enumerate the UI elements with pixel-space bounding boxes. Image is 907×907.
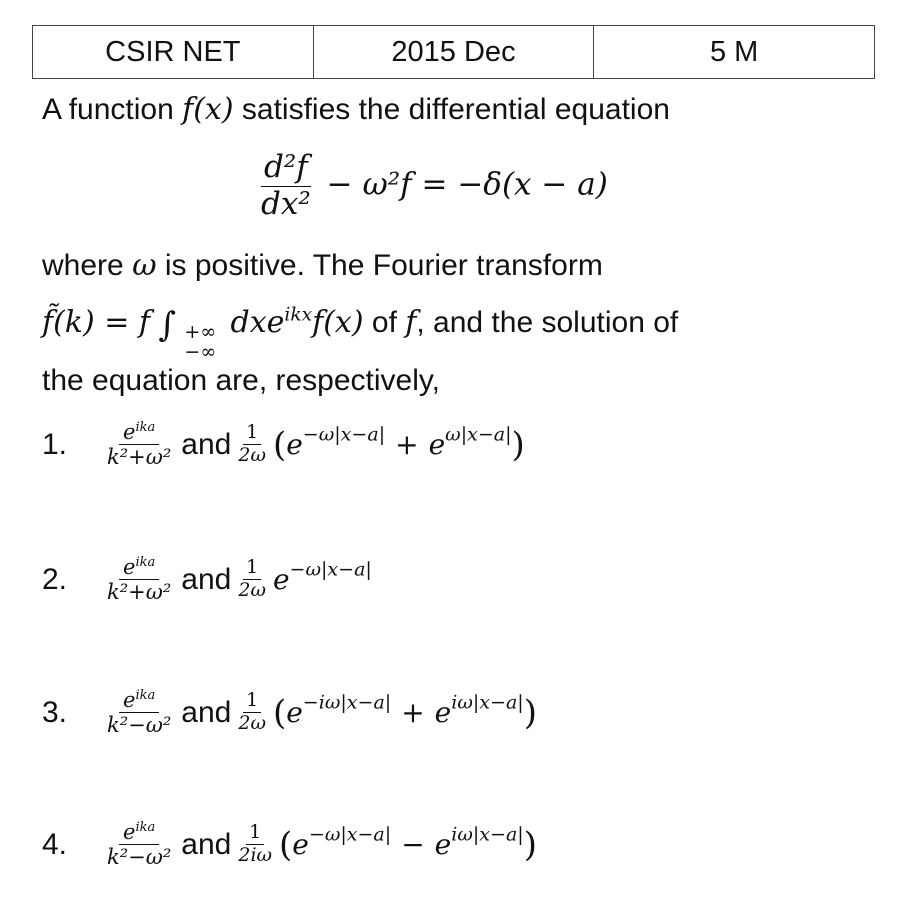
term-base: e (286, 428, 303, 462)
term-base: e (292, 828, 309, 862)
exam-name-cell: CSIR NET (105, 35, 241, 68)
intro-rest: satisfies the differential equation (241, 93, 670, 126)
option-coefficient (235, 822, 275, 867)
session-cell: 2015 Dec (313, 26, 594, 78)
option-coefficient (235, 422, 269, 467)
term-base: e (428, 428, 446, 462)
ft-text-rest: , and the solution of (416, 306, 679, 339)
term-exp: −iω|x−a| (302, 691, 392, 714)
option-transform-num (119, 420, 159, 445)
option-transform-num (119, 820, 159, 845)
option-1[interactable] (42, 420, 525, 469)
option-transform-den: k²−ω² (107, 713, 172, 738)
ft-after: f(x) (312, 305, 364, 340)
option-transform-num (119, 688, 159, 713)
where-text: where (42, 249, 124, 282)
coef-den: 2ω (238, 712, 266, 735)
num-exp: ika (135, 687, 156, 703)
coef-num: 1 (243, 422, 261, 445)
operator: + (395, 428, 419, 462)
second-derivative-fraction (258, 150, 314, 222)
ft-integrand (231, 305, 364, 340)
option-transform-fraction (103, 420, 175, 469)
coef-den: 2ω (238, 579, 266, 602)
term-exp: −ω|x−a| (302, 423, 386, 446)
num-base: e (123, 555, 136, 579)
term-base: e (272, 563, 290, 597)
coef-den: 2iω (238, 844, 273, 867)
term-2 (434, 691, 524, 730)
option-4[interactable] (42, 820, 537, 869)
term-exp: −ω|x−a| (289, 558, 372, 581)
open-paren: ( (272, 692, 287, 733)
num-base: e (123, 688, 136, 712)
term-exp: −ω|x−a| (308, 823, 392, 846)
term-1 (272, 558, 372, 597)
coef-num: 1 (246, 822, 264, 845)
option-transform-den: k²−ω² (107, 845, 172, 870)
term-1 (286, 691, 392, 730)
term-exp: iω|x−a| (451, 823, 524, 846)
omega-symbol: ω (132, 248, 157, 283)
where-line (42, 248, 603, 283)
term-exp: ω|x−a| (445, 423, 512, 446)
coef-num: 1 (243, 690, 261, 713)
eq-numerator: d²f (261, 150, 311, 187)
ft-f: f (405, 305, 417, 340)
option-coefficient (235, 690, 269, 735)
lower-limit: −∞ (184, 340, 217, 363)
option-transform-fraction (103, 688, 175, 737)
header-table (32, 25, 875, 79)
term-exp: iω|x−a| (451, 691, 524, 714)
option-transform-num (119, 555, 159, 580)
num-exp: ika (135, 819, 156, 835)
num-exp: ika (135, 554, 156, 570)
open-paren: ( (272, 424, 287, 465)
eq-denominator: dx² (261, 185, 311, 222)
option-and: and (181, 562, 232, 596)
term-2 (428, 423, 512, 462)
question-intro (42, 92, 670, 127)
operator: + (401, 696, 425, 730)
option-2[interactable] (42, 555, 372, 604)
coef-num: 1 (243, 557, 261, 580)
ft-integrand-base: dxe (230, 305, 285, 340)
ft-lhs: f̃(k) = f (42, 305, 151, 340)
option-3[interactable] (42, 688, 537, 737)
eq-rest: − ω²f = −δ(x − a) (326, 166, 608, 203)
operator: − (401, 828, 425, 862)
term-base: e (434, 828, 452, 862)
term-1 (292, 823, 392, 862)
upper-limit: +∞ (184, 321, 217, 343)
option-number: 3. (42, 695, 68, 729)
where-rest: is positive. The Fourier transform (164, 249, 603, 282)
coef-den: 2ω (238, 444, 266, 467)
option-transform-fraction (103, 555, 175, 604)
num-base: e (123, 420, 136, 444)
option-and: and (181, 427, 232, 461)
option-coefficient (235, 557, 269, 602)
option-and: and (181, 827, 232, 861)
term-base: e (434, 696, 452, 730)
close-paren: ) (523, 824, 537, 865)
option-number: 2. (42, 562, 68, 596)
integral-sign-icon: ∫ (158, 305, 177, 345)
option-transform-fraction (103, 820, 175, 869)
close-paren: ) (523, 692, 537, 733)
option-and: and (181, 695, 232, 729)
intro-text: A function (42, 93, 174, 126)
integral-limits (184, 323, 216, 363)
term-1 (286, 423, 386, 462)
open-paren: ( (279, 824, 293, 865)
num-base: e (123, 820, 136, 844)
option-transform-den: k²+ω² (107, 445, 172, 470)
num-exp: ika (135, 419, 156, 435)
option-number: 1. (42, 427, 68, 461)
intro-function: f(x) (182, 92, 234, 127)
differential-equation (255, 150, 608, 222)
marks-cell: 5 M (593, 26, 874, 78)
term-base: e (286, 696, 303, 730)
ft-integrand-exp: ikx (284, 304, 313, 326)
ft-text-of: of (371, 306, 397, 339)
term-2 (434, 823, 524, 862)
option-transform-den: k²+ω² (107, 580, 172, 605)
close-paren: ) (511, 424, 525, 465)
option-number: 4. (42, 827, 68, 861)
fourier-transform-line (42, 304, 679, 363)
question-last-line: the equation are, respectively, (42, 364, 441, 397)
